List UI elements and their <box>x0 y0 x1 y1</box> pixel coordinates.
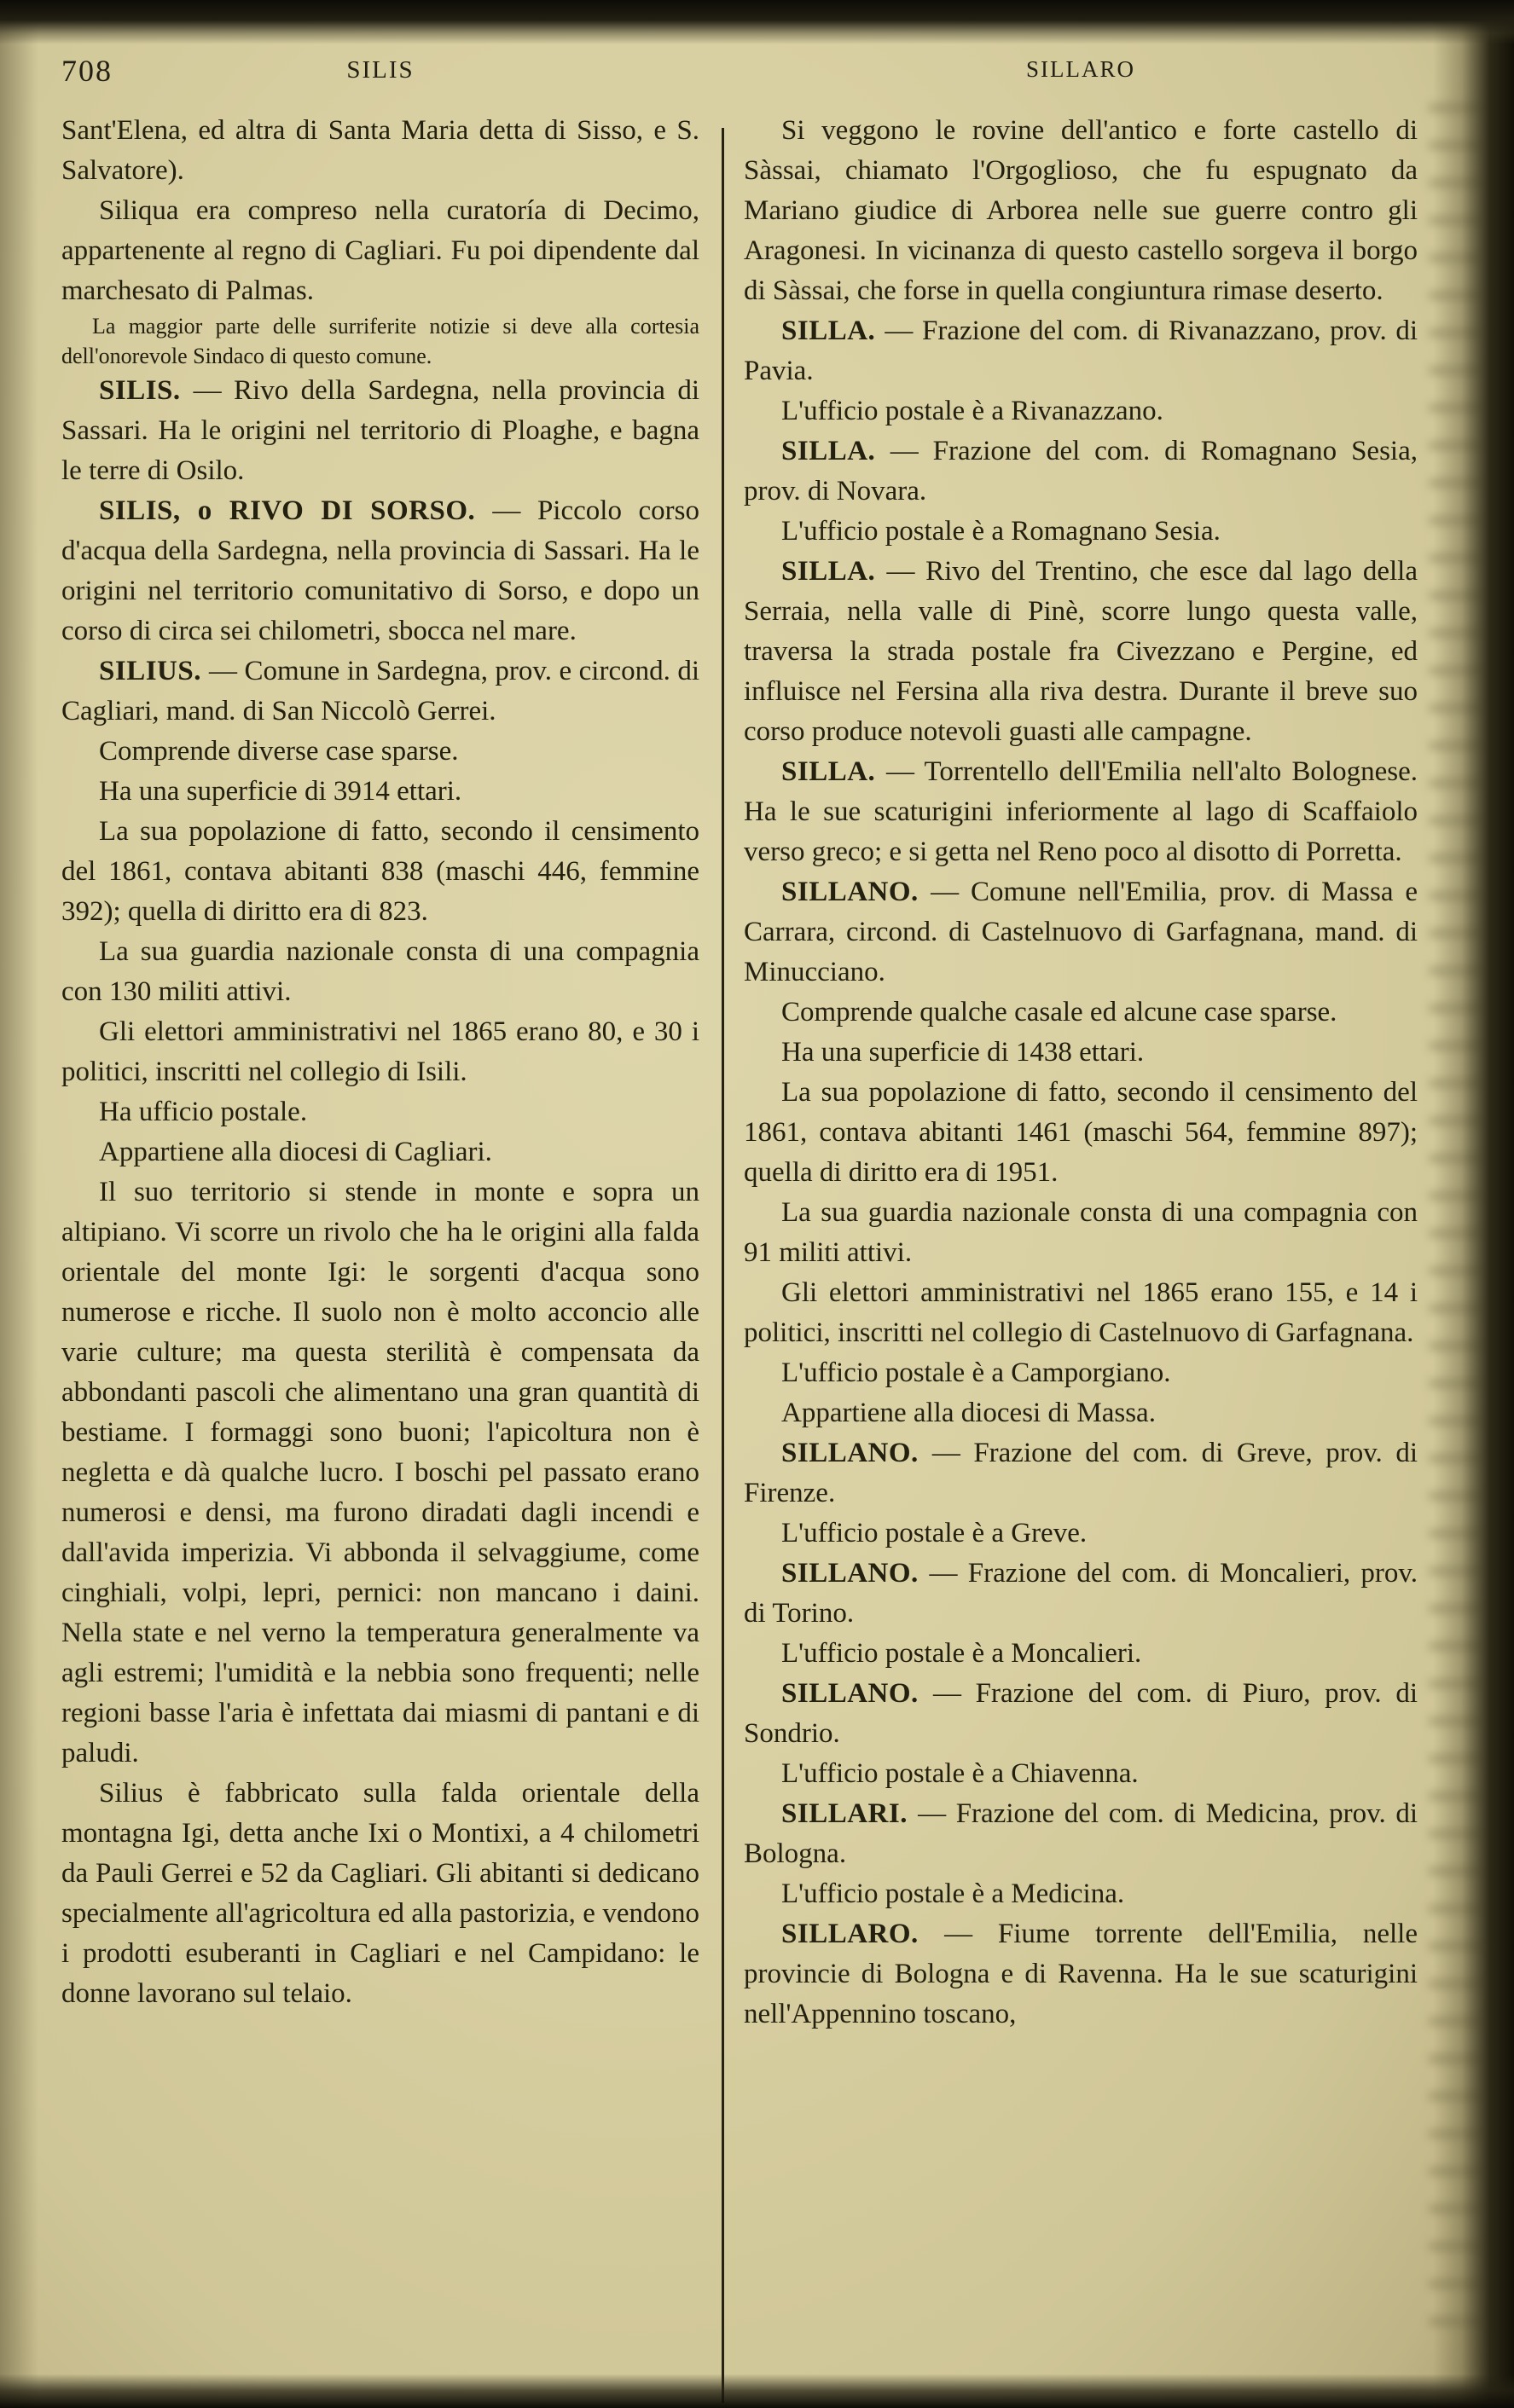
paragraph: Gli elettori amministrativi nel 1865 erano 155, e 14 i politici, inscritti nel collegio di Castelnuovo di Garfagnana. <box>744 1277 1418 1348</box>
entry-term: SILLA. <box>781 556 887 587</box>
paragraph: Comprende qualche casale ed alcune case sparse. <box>781 997 1337 1027</box>
entry-term: SILLARI. <box>781 1798 919 1829</box>
right-column <box>744 49 1418 2035</box>
scan-edge-right <box>1433 0 1514 2408</box>
entry-term: SILLANO. <box>781 1438 932 1468</box>
entry-paragraph: SILLARO. — Fiume torrente dell'Emilia, nelle provincie di Bologna e di Ravenna. Ha le sue scaturigini nell'Appennino toscano, <box>744 1919 1418 2029</box>
entry-term: SILLANO. <box>781 877 931 907</box>
left-column-text <box>61 111 699 2014</box>
paragraph: Sant'Elena, ed altra di Santa Maria detta di Sisso, e S. Salvatore). <box>61 115 699 186</box>
paragraph: Appartiene alla diocesi di Massa. <box>781 1398 1156 1428</box>
paragraph: L'ufficio postale è a Romagnano Sesia. <box>781 516 1221 547</box>
right-column-header <box>744 49 1418 99</box>
entry-paragraph: SILIS, o RIVO DI SORSO. — Piccolo corso d'acqua della Sardegna, nella provincia di Sassari. Ha le origini nel territorio comunitativo di Sorso, e dopo un corso di circa sei chilometri, sbocca nel mare. <box>61 495 699 646</box>
entry-paragraph: SILLANO. — Frazione del com. di Piuro, prov. di Sondrio. <box>744 1678 1418 1749</box>
entry-term: SILLA. <box>781 756 886 787</box>
entry-term: SILIS, o RIVO DI SORSO. <box>99 495 493 526</box>
paragraph: Ha ufficio postale. <box>99 1097 308 1127</box>
paragraph: Ha una superficie di 1438 ettari. <box>781 1037 1145 1068</box>
paragraph: Appartiene alla diocesi di Cagliari. <box>99 1137 492 1167</box>
entry-term: SILIUS. <box>99 656 209 686</box>
paragraph: L'ufficio postale è a Camporgiano. <box>781 1357 1171 1388</box>
paragraph: Silius è fabbricato sulla falda orientale della montagna Igi, detta anche Ixi o Montixi, a 4 chilometri da Pauli Gerrei e 52 da Cagliari. Gli abitanti si dedicano specialmente all'agricoltura ed alla pastorizia, e vendono i prodotti esuberanti in Cagliari e nel Campidano: le donne lavorano sul telaio. <box>61 1778 699 2009</box>
right-column-text <box>744 111 1418 2035</box>
entry-paragraph: SILLA. — Frazione del com. di Romagnano Sesia, prov. di Novara. <box>744 436 1418 506</box>
entry-paragraph: SILLA. — Rivo del Trentino, che esce dal lago della Serraia, nella valle di Pinè, scorre lungo questa valle, traversa la strada postale fra Civezzano e Pergine, ed influisce nel Fersina alla riva destra. Durante il breve suo corso produce notevoli guasti alle campagne. <box>744 556 1418 747</box>
paragraph: La sua popolazione di fatto, secondo il censimento del 1861, contava abitanti 838 (maschi 446, femmine 392); quella di diritto era di 823. <box>61 816 699 927</box>
paragraph: Ha una superficie di 3914 ettari. <box>99 776 462 807</box>
column-gap <box>699 49 744 2035</box>
scan-edge-bottom <box>0 2374 1514 2408</box>
paragraph: La sua popolazione di fatto, secondo il censimento del 1861, contava abitanti 1461 (maschi 564, femmine 897); quella di diritto era di 1951. <box>744 1077 1418 1188</box>
entry-term: SILLANO. <box>781 1558 930 1589</box>
scan-edge-top <box>0 0 1514 44</box>
entry-paragraph: SILIS. — Rivo della Sardegna, nella provincia di Sassari. Ha le origini nel territorio di Ploaghe, e bagna le terre di Osilo. <box>61 375 699 486</box>
page-number: 708 <box>61 54 113 88</box>
paragraph: L'ufficio postale è a Rivanazzano. <box>781 396 1163 426</box>
entry-paragraph: SILLANO. — Comune nell'Emilia, prov. di Massa e Carrara, circond. di Castelnuovo di Garfagnana, mand. di Minucciano. <box>744 877 1418 987</box>
running-title-right: SILLARO <box>1026 56 1135 82</box>
column-divider <box>722 128 724 2403</box>
entry-paragraph: SILLA. — Frazione del com. di Rivanazzano, prov. di Pavia. <box>744 315 1418 386</box>
paragraph: L'ufficio postale è a Chiavenna. <box>781 1758 1139 1789</box>
entry-term: SILLARO. <box>781 1919 945 1949</box>
paragraph: Siliqua era compreso nella curatoría di Decimo, appartenente al regno di Cagliari. Fu poi dipendente dal marchesato di Palmas. <box>61 195 699 306</box>
paragraph: L'ufficio postale è a Greve. <box>781 1518 1088 1548</box>
paragraph: L'ufficio postale è a Medicina. <box>781 1878 1125 1909</box>
paragraph: Gli elettori amministrativi nel 1865 erano 80, e 30 i politici, inscritti nel collegio di Isili. <box>61 1016 699 1087</box>
left-column-header <box>61 49 699 99</box>
left-column <box>61 49 699 2035</box>
entry-paragraph: SILLARI. — Frazione del com. di Medicina, prov. di Bologna. <box>744 1798 1418 1869</box>
paragraph: L'ufficio postale è a Moncalieri. <box>781 1638 1142 1669</box>
paragraph: Si veggono le rovine dell'antico e forte castello di Sàssai, chiamato l'Orgoglioso, che fu espugnato da Mariano giudice di Arborea nelle sue guerre contro gli Aragonesi. In vicinanza di questo castello sorgeva il borgo di Sàssai, che forse in quella congiuntura rimase deserto. <box>744 115 1418 306</box>
running-title-left: SILIS <box>346 56 415 84</box>
entry-term: SILLA. <box>781 436 890 466</box>
entry-paragraph: SILIUS. — Comune in Sardegna, prov. e circond. di Cagliari, mand. di San Niccolò Gerrei. <box>61 656 699 726</box>
paragraph: La sua guardia nazionale consta di una compagnia con 91 militi attivi. <box>744 1197 1418 1268</box>
entry-term: SILLANO. <box>781 1678 933 1709</box>
entry-paragraph: SILLANO. — Frazione del com. di Greve, prov. di Firenze. <box>744 1438 1418 1508</box>
entry-term: SILIS. <box>99 375 194 406</box>
scan-edge-left <box>0 0 38 2408</box>
entry-paragraph: SILLA. — Torrentello dell'Emilia nell'alto Bolognese. Ha le sue scaturigini inferiormente al lago di Scaffaiolo verso greco; e si getta nel Reno poco al disotto di Porretta. <box>744 756 1418 867</box>
paragraph: La maggior parte delle surriferite notizie si deve alla cortesia dell'onorevole Sindaco di questo comune. <box>61 314 699 368</box>
paragraph: La sua guardia nazionale consta di una compagnia con 130 militi attivi. <box>61 936 699 1007</box>
paragraph: Comprende diverse case sparse. <box>99 736 459 767</box>
entry-term: SILLA. <box>781 315 885 346</box>
entry-paragraph: SILLANO. — Frazione del com. di Moncalieri, prov. di Torino. <box>744 1558 1418 1629</box>
paragraph: Il suo territorio si stende in monte e sopra un altipiano. Vi scorre un rivolo che ha le origini alla falda orientale del monte Igi: le sorgenti d'acqua sono numerose e ricche. Il suolo non è molto acconcio alle varie culture; ma questa sterilità è compensata da abbondanti pascoli che alimentano una gran quantità di bestiame. I formaggi sono buoni; l'apicoltura non è negletta e dà qualche lucro. I boschi pel passato erano numerosi e densi, ma furono diradati dagli incendi e dall'avida imperizia. Vi abbonda il selvaggiume, come cinghiali, volpi, lepri, pernici: non mancano i daini. Nella state e nel verno la temperatura generalmente va agli estremi; l'umidità e la nebbia sono frequenti; nelle regioni basse l'aria è infettata dai miasmi di pantani e di paludi. <box>61 1177 699 1768</box>
page-content <box>61 49 1426 2035</box>
